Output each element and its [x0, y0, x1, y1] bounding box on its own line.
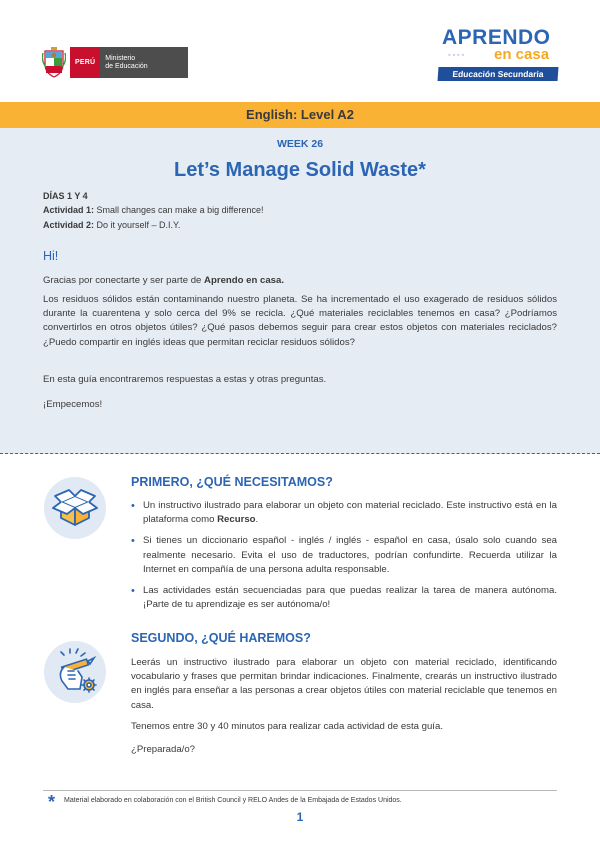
section-divider [0, 453, 600, 454]
list-item [131, 499, 557, 527]
bullet-1-text: Un instructivo ilustrado para elaborar un objeto con material reciclado. Este instructivo está en la plataforma como [143, 500, 557, 526]
brand-word: APRENDO [442, 26, 551, 49]
page-header [0, 0, 600, 102]
peru-label: PERÚ [70, 47, 100, 78]
intro-p1-text: Gracias por conectarte y ser parte de [43, 275, 205, 286]
section-1-title: PRIMERO, ¿QUÉ NECESITAMOS? [131, 475, 333, 489]
footer-note: Material elaborado en colaboración con el British Council y RELO Andes de la Embajada de Estados Unidos. [64, 797, 402, 804]
section-1-list [131, 499, 557, 619]
activity-2-text: Do it yourself – D.I.Y. [94, 220, 181, 230]
activity-2 [43, 220, 180, 230]
page-number: 1 [296, 810, 304, 824]
aprendo-en-casa-logo [438, 26, 558, 86]
list-item: • Si tienes un diccionario español - inglés / inglés - español en casa, úsalo solo cuando sea realmente necesario. Evita el uso de traductores, podrían confundirte. Recuerda utilizar la Internet en compañía de una persona adulta responsable. [131, 534, 557, 577]
ministry-line-2: de Educación [105, 62, 148, 70]
hand-pencil-gear-icon [44, 641, 106, 703]
ministry-label [100, 47, 187, 78]
list-item: • Las actividades están secuenciadas para que puedas realizar la tarea de manera autónoma. ¡Parte de tu aprendizaje es ser autónoma/o! [131, 584, 557, 612]
activity-2-label: Actividad 2: [43, 220, 95, 230]
brand-sub: en casa [494, 46, 550, 63]
bullet-1-end: . [255, 514, 259, 526]
intro-paragraph-4: ¡Empecemos! [43, 399, 103, 410]
activity-1-label: Actividad 1: [43, 205, 95, 215]
intro-panel [0, 128, 600, 454]
week-label: WEEK 26 [276, 138, 324, 150]
section-2-paragraph-1: Leerás un instructivo ilustrado para elaborar un objeto con material reciclado, identificando vocabulario y frases que permitan brindar indicaciones. Finalmente, crearás un instructivo ilustrado en inglés para enseñar a las personas a crear objetos útiles con material reciclable que tenemos en casa. [131, 657, 557, 711]
asterisk-icon: * [48, 792, 56, 812]
activity-1-text: Small changes can make a big difference! [94, 205, 264, 215]
intro-paragraph-3: En esta guía encontraremos respuestas a estas y otras preguntas. [43, 374, 327, 385]
section-2-paragraph-3: ¿Preparada/o? [131, 744, 195, 755]
intro-paragraph-1 [43, 274, 557, 288]
bullet-1-bold: Recurso [217, 514, 256, 526]
level-bar: English: Level A2 [0, 102, 600, 128]
ministry-logo [42, 47, 188, 78]
brand-band: Educación Secundaria [438, 67, 559, 81]
page-title: Let’s Manage Solid Waste* [174, 159, 426, 181]
shield-icon [42, 47, 66, 78]
ministry-line-1: Ministerio [105, 54, 136, 62]
intro-p1-bold: Aprendo en casa. [204, 275, 285, 286]
section-2-title: SEGUNDO, ¿QUÉ HAREMOS? [131, 631, 311, 645]
greeting: Hi! [43, 249, 59, 263]
brand-dots-icon: ◦◦◦◦ [448, 52, 466, 59]
section-2-paragraph-2: Tenemos entre 30 y 40 minutos para realizar cada actividad de esta guía. [131, 721, 443, 732]
footer-divider [43, 790, 557, 791]
box-icon [44, 477, 106, 539]
intro-paragraph-2: Los residuos sólidos están contaminando nuestro planeta. Se ha incrementado el uso exagerado de residuos sólidos durante la cuarentena y solo cerca del 9% se recicla. ¿Qué materiales reciclables tenemos en casa? ¿Podríamos convertirlos en otros objetos útiles? ¿Qué pasos debemos seguir para crear estos objetos con materiales reciclados? ¿Puedo compartir en inglés ideas que permitan reciclar residuos sólidos? [43, 294, 557, 348]
days-label: DÍAS 1 Y 4 [43, 191, 88, 201]
activity-1 [43, 205, 263, 215]
